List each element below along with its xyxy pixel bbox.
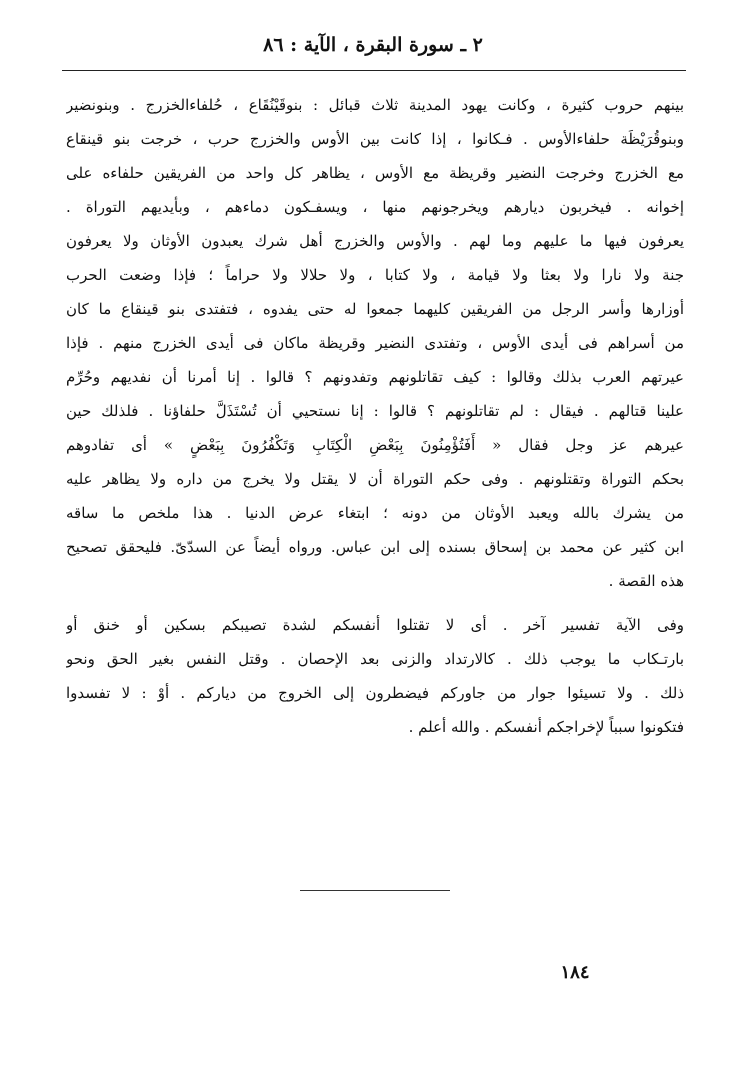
text-line: جنة ولا نارا ولا بعثا ولا قيامة ، ولا كتابا ، ولا حلالا ولا حراماً ؛ فإذا وضعت الحرب: [66, 266, 684, 284]
text-line: هذه القصة .: [608, 572, 684, 590]
paragraph-gap: [66, 598, 684, 608]
running-header: ٢ ـ سورة البقرة ، الآية : ٨٦: [263, 34, 483, 56]
paragraph-1: [66, 88, 684, 598]
text-line: بينهم حروب كثيرة ، وكانت يهود المدينة ثلاث قبائل : بنوقَيْنُقَاع ، حُلفاءالخزرج . وبنونضير: [66, 96, 684, 114]
text-line: فتكونوا سبباً لإخراجكم أنفسكم . والله أعلم .: [408, 718, 684, 736]
text-line: وبنوقُرَيْظَة حلفاءالأوس . فـكانوا ، إذا كانت بين الأوس والخزرج حرب ، خرجت بنو قينقاع: [66, 130, 684, 148]
text-line: بحكم التوراة وتقتلونهم . وفى حكم التوراة أن لا يقتل ولا يخرج من داره ولا يظاهر عليه: [66, 470, 684, 488]
text-line: وفى الآية تفسير آخر . أى لا تقتلوا أنفسكم لشدة تصيبكم بسكين أو خنق أو: [66, 616, 684, 634]
text-line: عيرتهم العرب بذلك وقالوا : كيف تقاتلونهم وتفدونهم ؟ قالوا . إنا أمرنا أن نفديهم وحُرِّم: [66, 368, 684, 386]
text-line: عيرهم عز وجل فقال « أَفَتُؤْمِنُونَ بِبَعْضِ الْكِتَابِ وَتَكْفُرُونَ بِبَعْضٍ » أى تفادوهم: [66, 436, 684, 454]
text-line: بارتـكاب ما يوجب ذلك . كالارتداد والزنى بعد الإحصان . وقتل النفس بغير الحق ونحو: [66, 650, 684, 668]
text-line: يعرفون فيها ما عليهم وما لهم . والأوس والخزرج أهل شرك يعبدون الأوثان ولا يعرفون: [66, 232, 684, 250]
page-number: ١٨٤: [560, 962, 590, 983]
text-line: ذلك . ولا تسيئوا جوار من جاوركم فيضطرون إلى الخروج من دياركم . أوْ : لا تفسدوا: [66, 684, 684, 702]
paragraph-2: [66, 608, 684, 744]
header-rule: [62, 70, 686, 71]
body-text: [66, 88, 684, 744]
footnote-rule: [300, 890, 450, 891]
text-line: أوزارها وأسر الرجل من الفريقين كليهما جمعوا له حتى يفدوه ، فتفتدى بنو قينقاع ما كان: [66, 300, 684, 318]
text-line: إخوانه . فيخربون ديارهم ويخرجونهم منها ، ويسفـكون دماءهم ، وبأيديهم التوراة .: [66, 198, 684, 216]
text-line: ابن كثير عن محمد بن إسحاق بسنده إلى ابن عباس. ورواه أيضاً عن السدّىّ. فليحقق تصحيح: [66, 538, 684, 556]
text-line: علينا قتالهم . فيقال : لم تقاتلونهم ؟ قالوا : إنا نستحيي أن تُسْتَذَلَّ حلفاؤنا . فلذلك حين: [66, 402, 684, 420]
text-line: من أسراهم فى أيدى الأوس ، وتفتدى النضير وقريظة ماكان فى أيدى الخزرج منهم . فإذا: [66, 334, 684, 352]
text-line: من يشرك بالله ويعبد الأوثان من دونه ؛ ابتغاء عرض الدنيا . هذا ملخص ما ساقه: [66, 504, 684, 522]
text-line: مع الخزرج وخرجت النضير وقريظة مع الأوس ، يظاهر كل واحد من الفريقين حلفاءه على: [66, 164, 684, 182]
